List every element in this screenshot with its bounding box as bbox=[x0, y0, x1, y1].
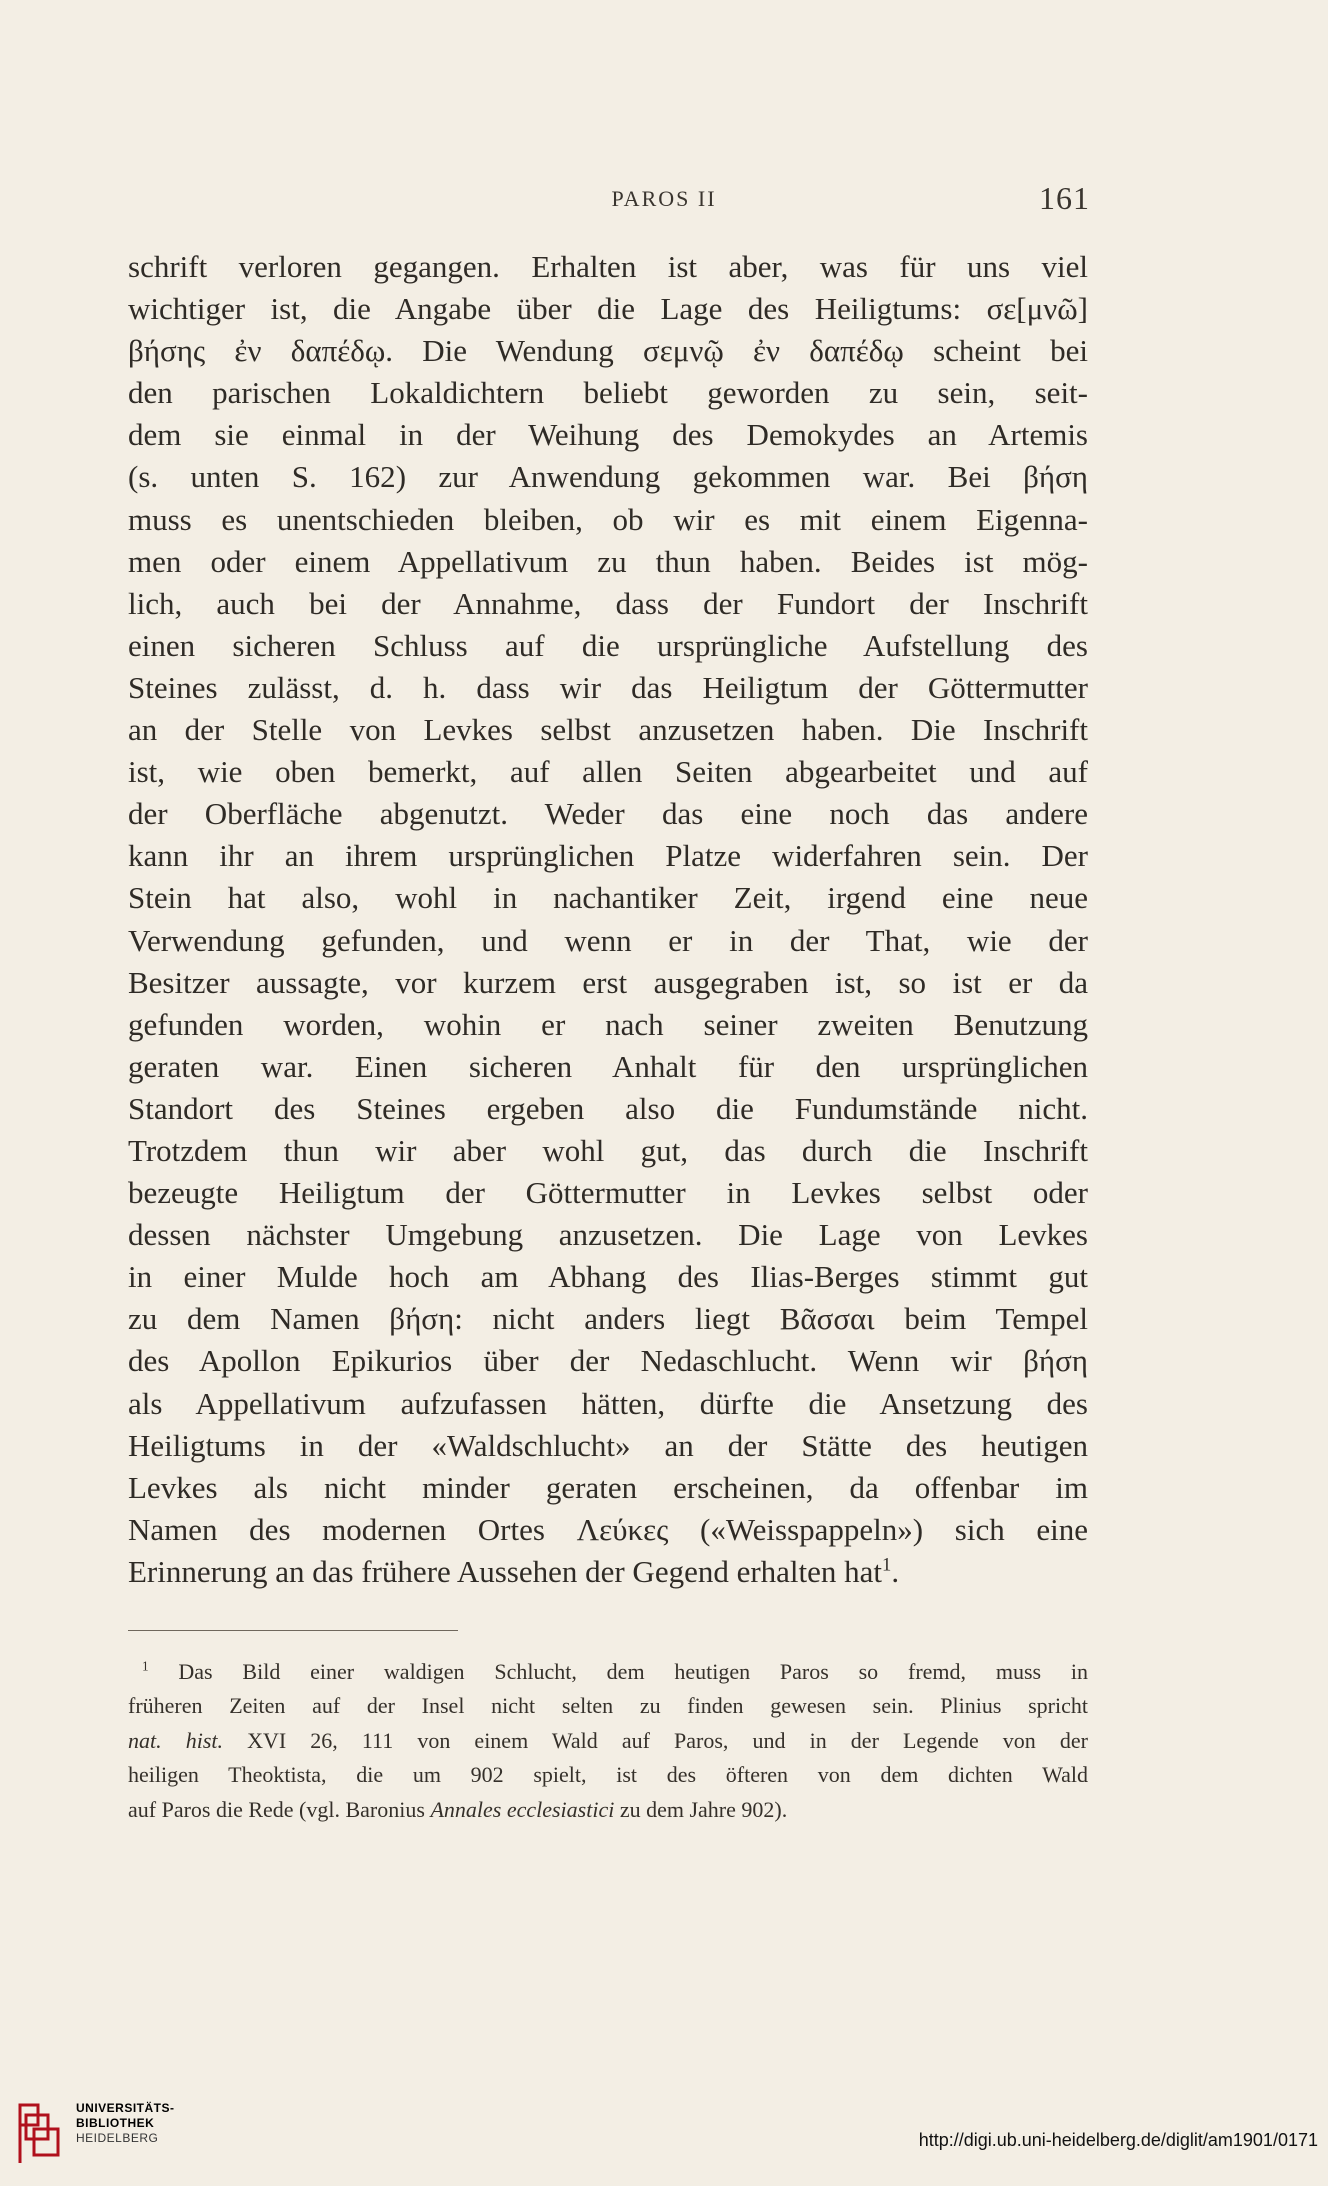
text-line: βήσης ἐν δαπέδῳ. Die Wendung σεμνῷ ἐν δαπέδῳ scheint bei bbox=[128, 333, 1088, 369]
library-name bbox=[76, 2101, 175, 2146]
text-line-last: Erinnerung an das frühere Aussehen der Gegend erhalten hat$^1$. bbox=[128, 1553, 900, 1589]
body-text bbox=[128, 246, 1088, 1593]
footnote-italic: nat. hist. bbox=[128, 1727, 223, 1753]
footnote-divider bbox=[128, 1630, 458, 1631]
text-line: dessen nächster Umgebung anzusetzen. Die Lage von Levkes bbox=[128, 1217, 1088, 1253]
text-line: Verwendung gefunden, und wenn er in der That, wie der bbox=[128, 922, 1088, 958]
text-line: men oder einem Appellativum zu thun haben. Beides ist mög- bbox=[128, 543, 1088, 579]
footnote bbox=[128, 1655, 1088, 1827]
footnote-line: früheren Zeiten auf der Insel nicht selten zu finden gewesen sein. Plinius spricht bbox=[128, 1693, 1088, 1719]
page-number: 161 bbox=[1039, 180, 1090, 216]
footnote-line bbox=[128, 1724, 1088, 1758]
footnote-marker: 1 bbox=[142, 1658, 149, 1674]
footnote-text: Das Bild einer waldigen Schlucht, dem heutigen Paros so fremd, muss in bbox=[178, 1659, 1088, 1684]
text-line: ist, wie oben bemerkt, auf allen Seiten abgearbeitet und auf bbox=[128, 754, 1088, 790]
text-line: an der Stelle von Levkes selbst anzusetzen haben. Die Inschrift bbox=[128, 712, 1088, 748]
text-line: geraten war. Einen sicheren Anhalt für den ursprünglichen bbox=[128, 1048, 1088, 1084]
library-name-line: HEIDELBERG bbox=[76, 2131, 159, 2145]
text-line: schrift verloren gegangen. Erhalten ist aber, was für uns viel bbox=[128, 249, 1088, 284]
footnote-text: XVI 26, 111 von einem Wald auf Paros, und in der Legende von der bbox=[223, 1727, 1088, 1753]
source-url-link[interactable]: http://digi.ub.uni-heidelberg.de/diglit/am1901/0171 bbox=[918, 2130, 1318, 2150]
footnote-text: auf Paros die Rede (vgl. Baronius bbox=[128, 1796, 431, 1822]
text-line: zu dem Namen βήση: nicht anders liegt Βᾶσσαι beim Tempel bbox=[128, 1301, 1088, 1337]
text-line: lich, auch bei der Annahme, dass der Fundort der Inschrift bbox=[128, 585, 1088, 621]
footnote-line bbox=[128, 1655, 1088, 1689]
text-line: Heiligtums in der «Waldschlucht» an der Stätte des heutigen bbox=[128, 1427, 1088, 1463]
text-line: (s. unten S. 162) zur Anwendung gekommen war. Bei βήση bbox=[128, 459, 1088, 495]
text-line: Trotzdem thun wir aber wohl gut, das durch die Inschrift bbox=[128, 1132, 1088, 1168]
footnote-line: heiligen Theoktista, die um 902 spielt, ist des öfteren von dem dichten Wald bbox=[128, 1762, 1088, 1788]
footnote-italic: Annales ecclesiastici bbox=[430, 1796, 615, 1822]
footnote-text: zu dem Jahre 902). bbox=[614, 1796, 788, 1822]
text-line: einen sicheren Schluss auf die ursprüngliche Aufstellung des bbox=[128, 627, 1088, 663]
text-line: Standort des Steines ergeben also die Fundumstände nicht. bbox=[128, 1090, 1088, 1126]
text-line: kann ihr an ihrem ursprünglichen Platze widerfahren sein. Der bbox=[128, 838, 1088, 874]
text-line: Levkes als nicht minder geraten erscheinen, da offenbar im bbox=[128, 1469, 1088, 1505]
footnote-line bbox=[128, 1793, 1088, 1827]
text-line: gefunden worden, wohin er nach seiner zweiten Benutzung bbox=[128, 1006, 1088, 1042]
text-line: Namen des modernen Ortes Λεύκες («Weisspappeln») sich eine bbox=[128, 1511, 1088, 1547]
text-line: dem sie einmal in der Weihung des Demokydes an Artemis bbox=[128, 417, 1088, 453]
text-line: Steines zulässt, d. h. dass wir das Heiligtum der Göttermutter bbox=[128, 669, 1088, 705]
library-logo[interactable] bbox=[14, 2095, 184, 2175]
running-title: PAROS II bbox=[611, 186, 717, 211]
text-line: Erinnerung an das frühere Aussehen der Gegend erhalten hat bbox=[128, 1553, 883, 1589]
text-line: Besitzer aussagte, vor kurzem erst ausgegraben ist, so ist er da bbox=[128, 964, 1088, 1000]
text-line: muss es unentschieden bleiben, ob wir es mit einem Eigenna- bbox=[128, 501, 1088, 537]
library-name-line: BIBLIOTHEK bbox=[76, 2116, 155, 2130]
text-line: in einer Mulde hoch am Abhang des Ilias-Berges stimmt gut bbox=[128, 1259, 1088, 1295]
library-emblem-icon bbox=[14, 2095, 66, 2171]
text-line: bezeugte Heiligtum der Göttermutter in Levkes selbst oder bbox=[128, 1175, 1088, 1211]
text-line: wichtiger ist, die Angabe über die Lage des Heiligtums: σε[μνῶ] bbox=[128, 291, 1088, 327]
text-line: als Appellativum aufzufassen hätten, dürfte die Ansetzung des bbox=[128, 1385, 1088, 1421]
footnote-reference[interactable]: 1 bbox=[882, 1554, 892, 1576]
text-line: der Oberfläche abgenutzt. Weder das eine noch das andere bbox=[128, 796, 1088, 832]
text-line: des Apollon Epikurios über der Nedaschlucht. Wenn wir βήση bbox=[128, 1343, 1088, 1379]
library-name-line: UNIVERSITÄTS- bbox=[76, 2101, 175, 2115]
text-line: den parischen Lokaldichtern beliebt geworden zu sein, seit- bbox=[128, 375, 1088, 411]
text-line: Stein hat also, wohl in nachantiker Zeit, irgend eine neue bbox=[128, 880, 1088, 916]
